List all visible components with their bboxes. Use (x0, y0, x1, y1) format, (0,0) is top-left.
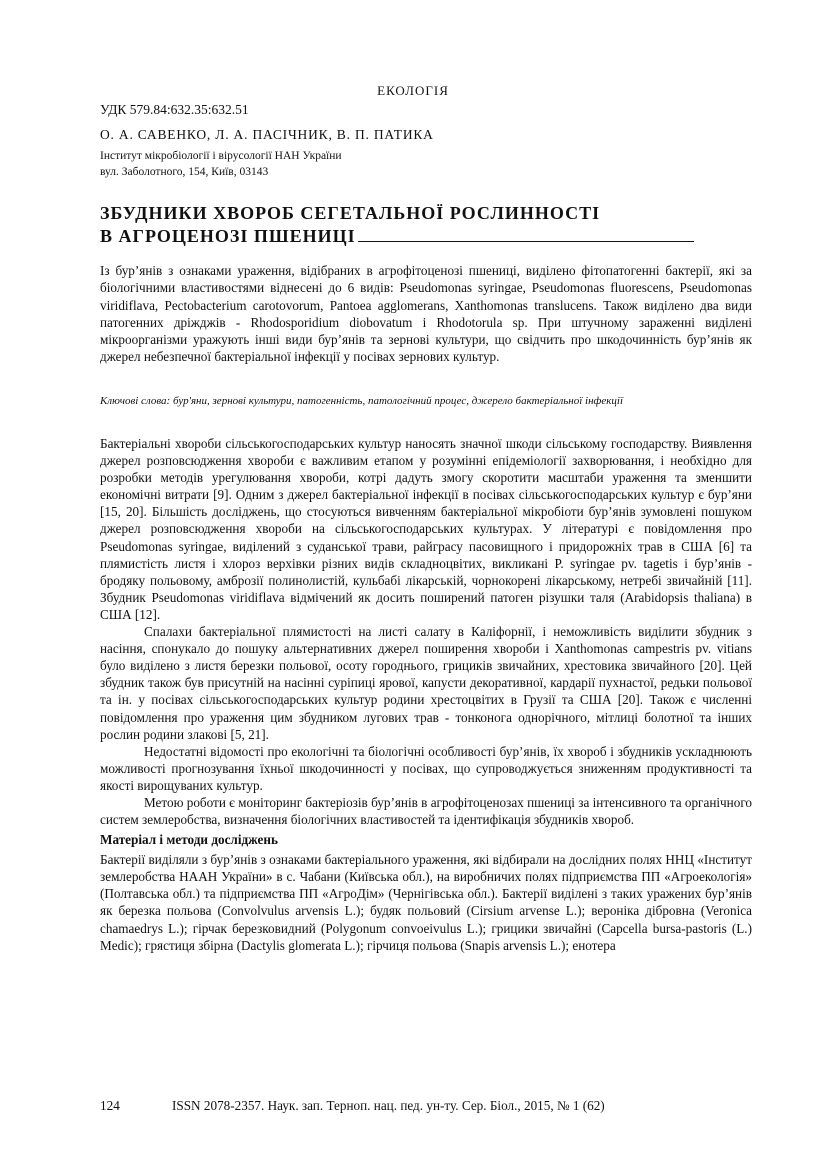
udk-code: УДК 579.84:632.35:632.51 (100, 102, 249, 117)
title-underline (358, 240, 694, 242)
institute-name: Інститут мікробіології і вірусології НАН України (100, 150, 342, 162)
page-number: 124 (100, 1098, 120, 1113)
title-line-2: В АГРОЦЕНОЗІ ПШЕНИЦІ (100, 226, 356, 246)
title-line-1: ЗБУДНИКИ ХВОРОБ СЕГЕТАЛЬНОЇ РОСЛИННОСТІ (100, 203, 601, 223)
paragraph-methods: Бактерії виділяли з бур’янів з ознаками бактеріального ураження, які відбирали на дослідних полях ННЦ «Інститут землеробства НААН України» в с. Чабани (Київська обл.), на виробничих полях підприємства ПП «Агроекологія» (Полтавська обл.) та підприємства ПП «АгроДім» (Чернігівська обл.). Бактерії виділені з таких уражених бур’янів як березка польова (Convolvulus arvensis L.); будяк польовий (Cirsium arvense L.); вероніка дібровна (Veronica chamaedrys L.); гірчак березковидний (Polygonum convoeivulus L.); грицики звичайні (Capcella bursa-pastoris (L.) Medic); грястиця збірна (Dactylis glomerata L.); гірчиця польова (Snapis arvensis L.); енотера (100, 852, 752, 953)
paragraph-knowledge-gap: Недостатні відомості про екологічні та біологічні особливості бур’янів, їх хвороб і збудників ускладнюють можливості прогнозування їхньої шкодочинності у посівах, що супроводжується зниженням продуктивності та якості вирощуваних культур. (100, 743, 752, 793)
abstract: Із бур’янів з ознаками ураження, відібраних в агрофітоценозі пшениці, виділено фітопатогенні бактерії, які за біологічними властивостями віднесені до 6 видів: Pseudomonas syringae, Pseudomonas fluorescens, Pseudomonas viridiflava, Pectobacterium carotovorum, Pantoea agglomerans, Xanthomonas translucens. Також виділено два види патогенних дріжджів - Rhodosporidium diobovatum і Rhodotorula sp. При штучному зараженні виділені мікроорганізми уражують інші види бур’янів та зернові культури, що свідчить про шкодочинність бур’янів як джерел небезпечної бактеріальної інфекції у посівах зернових культур. (100, 263, 752, 365)
keywords: Ключові слова: бур'яни, зернові культури, патогенність, патологічний процес, джерело бактеріальної інфекції (100, 395, 624, 407)
methods-heading: Матеріал і методи досліджень (100, 832, 278, 848)
paragraph-aim: Метою роботи є моніторинг бактеріозів бур’янів в агрофітоценозах пшениці за інтенсивного та органічного систем землеробства, визначення біологічних властивостей та ідентифікація збудників хвороб. (100, 794, 752, 828)
article-body (100, 435, 752, 954)
paragraph-intro: Бактеріальні хвороби сільськогосподарських культур наносять значної шкоди сільському господарству. Виявлення джерел розповсюдження хвороби є важливим етапом у розумінні епідеміології захворювання, і необхідно для розробки методів урегулювання хвороби, котрі дадуть змогу скоротити масштаби ураження та зменшити економічні витрати [9]. Одним з джерел бактеріальної інфекції в посівах сільськогосподарських культур є бур’яни [15, 20]. Більшість досліджень, що стосуються вивченням бактеріальної мікробіоти бур’янів зумовлені пошуком джерел розповсюдження хвороби на сільськогосподарських культурах. У літературі є повідомлення про Pseudomonas syringae, виділений з суданської трави, райграсу пасовищного і придорожніх трав в США [6] та плямистість листя і хлороз верхівки різних видів складноцвітих, викликані P. syringae pv. tagetis і бур’янів - бродяку польовому, амброзії полинолистій, кульбабі лікарській, чорнокорені лікарському, нетребі звичайній [11]. Збудник Pseudomonas viridiflava відмічений як досить поширений патоген різушки таля (Arabidopsis thaliana) в США [12]. (100, 436, 752, 622)
section-label: ЕКОЛОГІЯ (377, 83, 449, 98)
article-title (100, 202, 700, 248)
paragraph-lettuce: Спалахи бактеріальної плямистості на листі салату в Каліфорнії, і неможливість виділити збудник з насіння, спонукало до пошуку альтернативних джерел поширення хвороби і Xanthomonas campestris pv. vitians було виділено з листя березки польової, осоту городнього, грициків звичайних, хрестовика звичайного [20]. Цей збудник також був присутній на насінні суріпиці ярової, капусти декоративної, кардарії пухнастої, редьки польової та ін. у посівах сільськогосподарських культур родини хрестоцвітих в Грузії та США [20]. Також є численні повідомлення про ураження цим збудником лугових трав - тонконога однорічного, мітлиці болотної та інших рослин родини злакові [5, 21]. (100, 624, 752, 742)
journal-citation: ISSN 2078-2357. Наук. зап. Терноп. нац. пед. ун-ту. Сер. Біол., 2015, № 1 (62) (172, 1098, 605, 1113)
page-footer (100, 1098, 605, 1114)
institute-address: вул. Заболотного, 154, Київ, 03143 (100, 166, 269, 178)
authors: О. А. САВЕНКО, Л. А. ПАСІЧНИК, В. П. ПАТИКА (100, 127, 434, 142)
